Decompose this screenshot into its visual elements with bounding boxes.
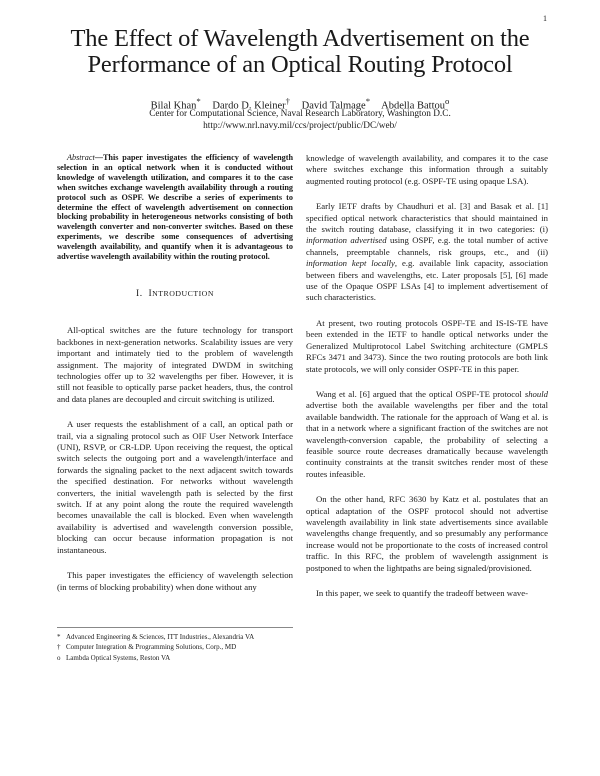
emphasis: should [524, 388, 548, 399]
abstract [57, 153, 293, 262]
author-mark: o [445, 96, 450, 106]
body-text: , e.g. available link capacity, association between fibers and wavelengths, etc. Later proposals [5], [6] made use of the Opaque OSPF LSAs [4] to implement advertisement of such characteristics. [306, 258, 548, 303]
footnote-mark: o [57, 653, 61, 662]
title-line-2: Performance of an Optical Routing Protocol [87, 51, 513, 78]
paper-title [20, 26, 580, 78]
body-paragraph: In this paper, we seek to quantify the tradeoff between wave- [316, 588, 529, 598]
body-paragraph [306, 389, 548, 480]
footnote-rule [57, 627, 293, 628]
body-paragraph: At present, two routing protocols OSPF-TE and IS-IS-TE have been extended in the IETF to handle optical networks under the Generalized Multiprotocol Label Switching architecture (GMPLS RFCs 3471 and 3473). Since the two routing protocols are both link state protocols, we will only consider OSPF-TE in this paper. [306, 317, 548, 374]
author-mark: † [285, 96, 290, 106]
footnotes [57, 627, 293, 663]
author-name: Dardo D. Kleiner [212, 100, 286, 112]
intro-paragraph: All-optical switches are the future technology for transport backbones in next-generation networks. Scalability issues are very important and intimately tied to the problem of wavelength assignment. The majority of integrated DWDM in switching technologies offer up to 32 wavelengths per fiber. However, it is still not feasible to optically parse packet headers, thus, the control and data planes are decoupled and circuit switching is utilized. [57, 325, 293, 404]
body-paragraph [306, 201, 548, 304]
emphasis: information advertised [306, 235, 387, 246]
footnote [57, 653, 293, 663]
affiliation: Center for Computational Science, Naval Research Laboratory, Washington D.C. [149, 109, 451, 119]
intro-paragraph: This paper investigates the efficiency of wavelength selection (in terms of blocking probability) when done without any [57, 570, 293, 592]
emphasis: information kept locally [306, 258, 395, 269]
abstract-dash: — [94, 153, 103, 162]
body-paragraph: On the other hand, RFC 3630 by Katz et al. postulates that an optical adaptation of the OSPF protocol should not advertise wavelength availability in link state advertisements since available wavelengths change frequently, and so presumably any performance increase would not be proportionate to the costs of increased control traffic. In this RFC, the problem of wavelength assignment is postponed to when the lightpaths are being signaled/provisioned. [306, 494, 548, 573]
body-text: Early IETF drafts by Chaudhuri et al. [3] and Basak et al. [1] specified optical network characteristics that should maintained in the switch routing database, classifying it in two categories: (i) [306, 201, 548, 235]
abstract-label: Abstract [67, 153, 95, 162]
intro-paragraph: A user requests the establishment of a call, an optical path or trail, via a signaling protocol such as OIF User Network Interface (UNI), RSVP, or CR-LDP. Upon receiving the request, the optical switch selects the outgoing port and a wavelength/interface and forwards the signaling packet to the next adjacent switch towards the specified destination. For networks without wavelength converters, the initial wavelength path is selected by the first switch. If at any point along the route the required wavelength becomes unavailable the call is blocked. Even when wavelength availability is advertised and wavelength conversion possible, blocking can occur because information propagation is not instantaneous. [57, 419, 293, 555]
author-name: Bilal Khan [150, 100, 197, 112]
section-title-rest: NTRODUCTION [152, 288, 214, 298]
author-name: Abdella Battou [381, 100, 445, 112]
footnote-text: Computer Integration & Programming Solutions, Corp., MD [66, 643, 237, 652]
affiliation-block [20, 108, 580, 132]
abstract-text: This paper investigates the efficiency of wavelength selection in an optical network when it is conducted without knowledge of wavelength utilization, and compares it to the case when switches exchange wavelength availability through a routing protocol such as OSPF. We describe a series of experiments to determine the effect of wavelength advertisement on connection blocking probability in heterogeneous networks consisting of both wavelength converter and non-converter switches. Based on these experiments, we describe some consequences of advertising wavelength availability, and quantify when it is advantageous to advertise wavelength availability within the routing protocol. [57, 153, 293, 262]
section-first-letter: I [148, 287, 153, 299]
author-mark: * [365, 96, 371, 106]
footnote [57, 632, 293, 642]
section-numeral: I. [136, 287, 143, 299]
body-text: advertise both the available wavelengths per fiber and the total available bandwidth. The rationale for the approach of Wang et al. is that in a network where a significant fraction of the switches are not wavelength-conversion capable, the probability of selecting a feasible source route decreases dramatically because wavelength continuity constraints at the transit switches render most of these routes infeasible. [306, 400, 548, 479]
left-column [57, 153, 293, 593]
body-paragraph: knowledge of wavelength availability, and compares it to the case where switches exchange this information through a suitably augmented routing protocol (e.g. OSPF-TE using opaque LSA). [306, 153, 548, 186]
body-text: Wang et al. [6] argued that the optical OSPF-TE protocol [316, 388, 525, 399]
project-url[interactable]: http://www.nrl.navy.mil/ccs/project/public/DC/web/ [203, 121, 397, 131]
right-column [306, 153, 548, 599]
title-line-1: The Effect of Wavelength Advertisement on the [70, 25, 530, 52]
section-heading-introduction [57, 288, 293, 299]
footnote-mark: * [57, 633, 61, 641]
footnote-text: Advanced Engineering & Sciences, ITT Industries., Alexandria VA [66, 633, 255, 641]
author-mark: * [196, 96, 201, 106]
footnote-text: Lambda Optical Systems, Reston VA [66, 653, 171, 662]
footnote [57, 642, 293, 652]
page-number: 1 [543, 14, 547, 23]
footnote-mark: † [57, 643, 61, 652]
body-text: using OSPF, e.g. the total number of active channels, preemptable channels, risk groups, etc., and (ii) [306, 235, 548, 257]
author-name: David Talmage [301, 100, 366, 112]
